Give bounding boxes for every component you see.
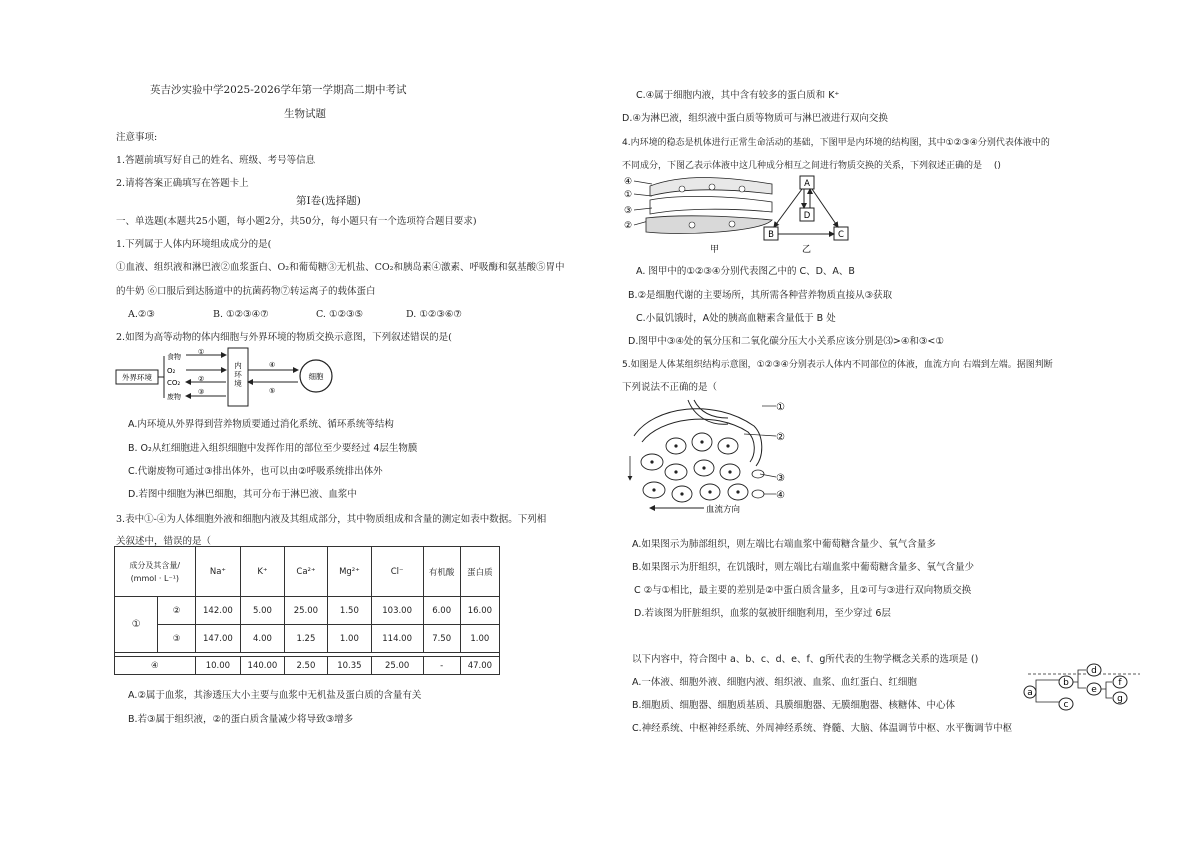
q3-option-a: A.②属于血浆，其渗透压大小主要与血浆中无机盐及蛋白质的含量有关 [128,690,422,701]
table-cell: 6.00 [423,597,460,625]
node-b-label: B [768,230,774,240]
table-cell: 114.00 [371,625,423,653]
blood-cell [709,184,715,190]
node-f: f [1118,678,1122,688]
tissue-layer [646,216,772,234]
inner-env-char: 内 [234,361,242,370]
label-yi: 乙 [802,245,812,255]
notes-heading: 注意事项: [116,132,158,143]
exam-title: 英吉沙实验中学2025-2026学年第一学期高二期中考试 [150,84,407,96]
table-cell: 147.00 [195,625,241,653]
col-header: K⁺ [241,547,284,597]
q5-tissue-diagram [624,396,804,520]
q4-fluid-diagram [622,174,862,256]
table-cell: 4.00 [241,625,284,653]
table-cell: 47.00 [460,657,499,675]
q1-line: ①血液、组织液和淋巴液②血浆蛋白、O₂和葡萄糖③无机盐、CO₂和胰岛素④激素、呼吸酶和氨基酸⑤胃中 [116,262,565,273]
arrow-num-5: ⑤ [269,387,276,395]
node-a: a [1027,688,1033,698]
table-row [115,597,500,625]
table-cell: 10.00 [195,657,241,675]
table-cell: 1.50 [328,597,371,625]
node-g: g [1117,694,1123,704]
table-cell: 10.35 [328,657,371,675]
q1-option-c: C. ①②③⑤ [316,309,364,320]
arrow-num-1: ① [198,348,205,356]
label-4: ④ [624,177,633,187]
q5-option-a: A.如果图示为肺部组织，则左端比右端血浆中葡萄糖含量少、氧气含量多 [632,539,936,550]
node-e: e [1091,685,1097,695]
q1-option-a: A.②③ [128,309,155,320]
arrow-num-3: ③ [198,388,205,396]
corner-line-1: 成分及其含量/ [129,560,181,570]
node-d-label: D [803,211,811,221]
node-b: b [1063,678,1069,688]
q2-option-a: A.内环境从外界得到营养物质要通过消化系统、循环系统等结构 [128,419,394,430]
q4-option-c: C.小鼠饥饿时，A处的胰高血糖素含量低于 B 处 [636,313,836,324]
col-header: Cl⁻ [371,547,423,597]
q4-option-b: B.②是细胞代谢的主要场所，其所需各种营养物质直接从③获取 [628,290,893,301]
q4-stem: 不同成分，下图乙表示体液中这几种成分相互之间进行物质交换的关系，下列叙述正确的是 () [622,161,1001,171]
inner-env-label [234,360,242,388]
outside-env-label: 外界环境 [122,373,152,382]
tissue-cell [689,222,695,228]
row-label: ③ [158,625,195,653]
section-title: 第Ⅰ卷(选择题) [296,195,361,207]
cell-nucleus [674,444,677,447]
label-3: ③ [776,473,785,484]
inner-env-char: 境 [234,379,242,388]
node-a-label: A [804,179,810,189]
q1-stem: 1.下列属于人体内环境组成成分的是( [116,239,272,250]
row-label: ④ [115,657,196,675]
label-2: ② [624,221,633,231]
table-cell: 1.00 [328,625,371,653]
q6-option-b: B.细胞质、细胞器、细胞质基质、具膜细胞器、无膜细胞器、核糖体、中心体 [632,700,956,711]
subject-title: 生物试题 [284,108,326,120]
table-cell: 2.50 [284,657,327,675]
col-header: Mg²⁺ [328,547,371,597]
label-3: ③ [624,206,633,216]
red-blood-cell [752,490,764,498]
arrow-num-2: ② [198,375,205,383]
table-cell: 1.00 [460,625,499,653]
q3-option-b: B.若③属于组织液，②的蛋白质含量减少将导致③增多 [128,714,354,725]
blood-cell [739,186,745,192]
row-label: ② [158,597,195,625]
cell-nucleus [726,444,729,447]
q6-concept-diagram [1020,662,1160,716]
label-2: ② [776,432,785,443]
col-header: 有机酸 [423,547,460,597]
q1-option-b: B. ①②③④⑦ [213,309,269,320]
table-header-row [115,547,500,597]
blood-cell [679,186,685,192]
food-label: 食物 [167,353,181,361]
bracket-b [1073,670,1086,688]
bracket-e [1101,682,1112,698]
q4-stem: 4.内环境的稳态是机体进行正常生命活动的基础，下图甲是内环境的结构图，其中①②③④分别代表体液中的 [622,138,1050,148]
cell-nucleus [736,490,739,493]
q3-option-d: D.④为淋巴液，组织液中蛋白质等物质可与淋巴液进行双向交换 [622,113,888,124]
arrow-num-4: ④ [269,361,276,369]
cell-nucleus [702,466,705,469]
note-item: 1.答题前填写好自己的姓名、班级、考号等信息 [116,155,316,166]
o2-label: O₂ [167,367,176,375]
cell-nucleus [650,460,653,463]
red-blood-cell [752,470,764,478]
table-cell: 1.25 [284,625,327,653]
col-header: 蛋白质 [460,547,499,597]
q5-option-c: C ②与①相比，最主要的差别是②中蛋白质含量多，且②可与③进行双向物质交换 [634,585,972,596]
cell-label: 细胞 [308,372,324,381]
table-cell: 140.00 [241,657,284,675]
corner-line-2: (mmol · L⁻¹) [130,573,180,583]
q3-stem: 关叙述中，错误的是（ [116,536,212,547]
q1-line: 的牛奶 ⑥口服后到达肠道中的抗菌药物⑦转运离子的载体蛋白 [116,286,376,297]
q2-exchange-diagram [112,346,372,408]
col-header: Ca²⁺ [284,547,327,597]
table-row [115,625,500,653]
table-cell: 16.00 [460,597,499,625]
inner-env-char: 环 [234,370,242,379]
q2-option-d: D.若图中细胞为淋巴细胞，其可分布于淋巴液、血浆中 [128,489,357,500]
table-cell: 142.00 [195,597,241,625]
cell-nucleus [680,492,683,495]
label-1: ① [624,190,633,200]
label-1: ① [776,402,785,413]
q2-option-c: C.代谢废物可通过③排出体外，也可以由②呼吸系统排出体外 [128,466,383,477]
cell-nucleus [708,490,711,493]
node-d: d [1091,666,1097,676]
q3-data-table [114,546,500,675]
cell-nucleus [674,470,677,473]
q2-stem: 2.如图为高等动物的体内细胞与外界环境的物质交换示意图，下列叙述错误的是( [116,332,452,343]
q4-option-d: D.图甲中③④处的氧分压和二氧化碳分压大小关系应该分别是⑶>④和③<① [628,336,944,347]
table-cell: 25.00 [371,657,423,675]
note-item: 2.请将答案正确填写在答题卡上 [116,178,249,189]
waste-label: 废物 [167,393,181,401]
table-row [115,657,500,675]
col-header: Na⁺ [195,547,241,597]
flow-direction-label: 血流方向 [706,505,741,515]
q5-option-d: D.若该图为肝脏组织，血浆的氨被肝细胞利用，至少穿过 6层 [634,608,891,619]
node-c-label: C [838,230,844,240]
table-cell: 25.00 [284,597,327,625]
q5-option-b: B.如果图示为肝组织，在饥饿时，则左端比右端血浆中葡萄糖含量多、氧气含量少 [632,562,975,573]
q6-stem: 以下内容中，符合图中 a、b、c、d、e、f、g所代表的生物学概念关系的选项是 () [632,654,979,665]
q1-option-d: D. ①②③⑥⑦ [406,309,462,320]
group-label: ① [115,597,158,653]
section-instructions: 一、单选题(本题共25小题，每小题2分，共50分，每小题只有一个选项符合题目要求) [116,216,477,227]
table-cell: 7.50 [423,625,460,653]
label-jia: 甲 [710,245,720,255]
cell-nucleus [652,488,655,491]
tissue-cell [729,221,735,227]
node-c: c [1063,700,1069,710]
label-4: ④ [776,490,785,501]
table-cell: 5.00 [241,597,284,625]
q6-option-a: A.一体液、细胞外液、细胞内液、组织液、血浆、血红蛋白、红细胞 [632,677,917,688]
q5-stem: 5.如图是人体某组织结构示意图，①②③④分别表示人体内不同部位的体液，血流方向 右端到左端。据图判断 [622,360,1053,370]
q3-option-c: C.④属于细胞内液，其中含有较多的蛋白质和 K⁺ [636,90,840,101]
q5-stem: 下列说法不正确的是（ [622,382,718,393]
cell-nucleus [728,470,731,473]
q4-option-a: A. 图甲中的①②③④分别代表图乙中的 C、D、A、B [636,266,855,277]
table-cell: 103.00 [371,597,423,625]
table-corner [115,547,196,597]
q3-stem: 3.表中①-④为人体细胞外液和细胞内液及其组成部分，其中物质组成和含量的测定如表中数据。下列相 [116,514,547,525]
co2-label: CO₂ [167,379,181,387]
table-cell: - [423,657,460,675]
q6-option-c: C.神经系统、中枢神经系统、外周神经系统、脊髓、大脑、体温调节中枢、水平衡调节中枢 [632,723,1013,734]
cell-nucleus [700,440,703,443]
q2-option-b: B. O₂从红细胞进入组织细胞中发挥作用的部位至少要经过 4层生物膜 [128,443,418,454]
lymph-vessel [650,196,772,214]
capillary-loop [634,409,762,466]
